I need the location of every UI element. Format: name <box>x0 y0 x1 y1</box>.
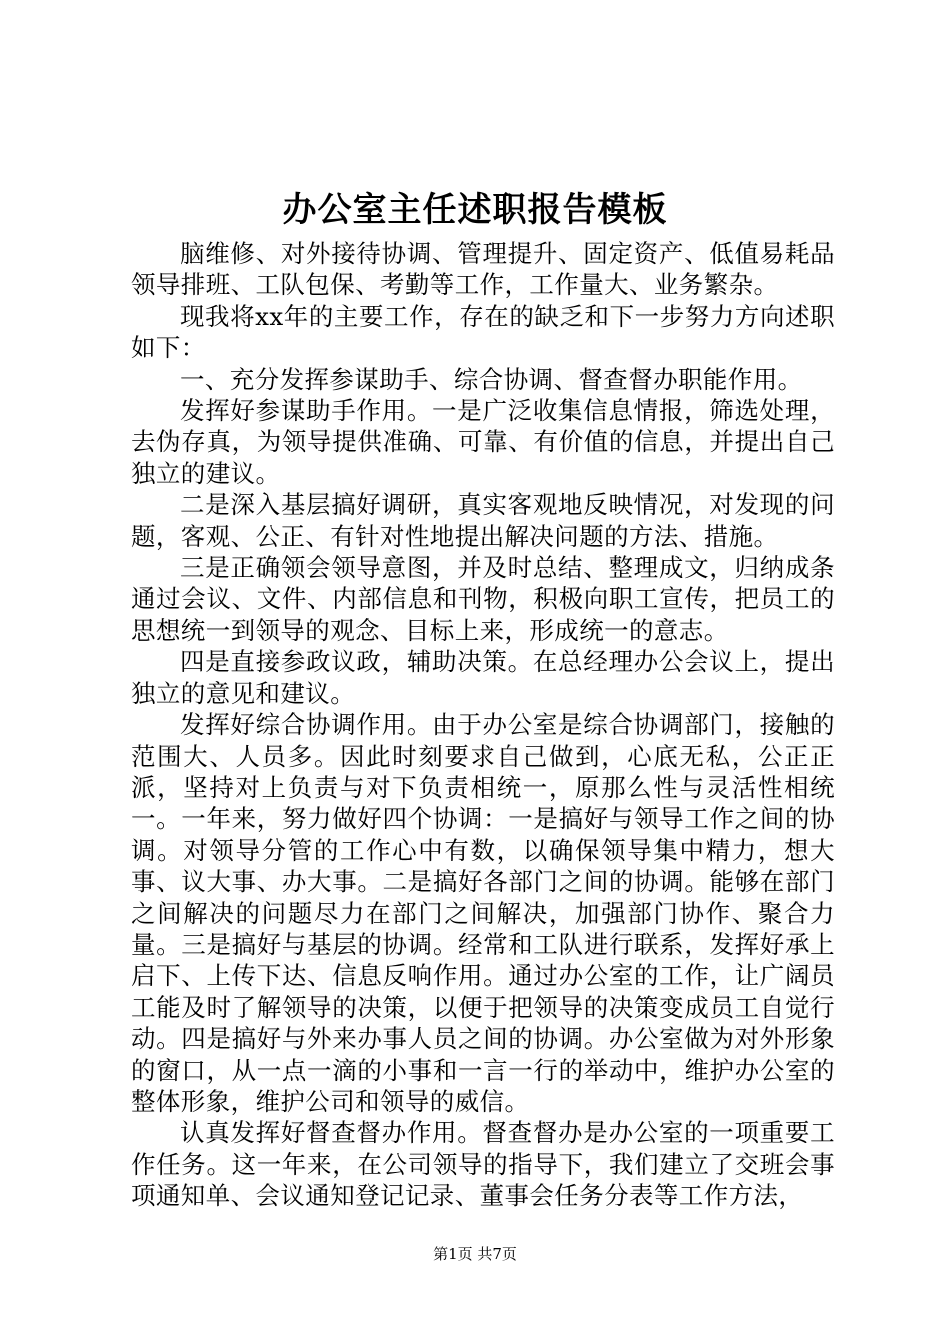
paragraph: 二是深入基层搞好调研，真实客观地反映情况，对发现的问题，客观、公正、有针对性地提出解决问题的方法、措施。 <box>131 490 835 551</box>
paragraph: 脑维修、对外接待协调、管理提升、固定资产、低值易耗品领导排班、工队包保、考勤等工作，工作量大、业务繁杂。 <box>131 239 835 300</box>
paragraph: 三是正确领会领导意图，并及时总结、整理成文，归纳成条通过会议、文件、内部信息和刊物，积极向职工宣传，把员工的思想统一到领导的观念、目标上来，形成统一的意志。 <box>131 553 835 645</box>
paragraph: 认真发挥好督查督办作用。督查督办是办公室的一项重要工作任务。这一年来，在公司领导的指导下，我们建立了交班会事项通知单、会议通知登记记录、董事会任务分表等工作方法， <box>131 1118 835 1211</box>
document-body <box>131 238 835 1212</box>
paragraph: 四是直接参政议政，辅助决策。在总经理办公会议上，提出独立的意见和建议。 <box>131 647 835 708</box>
paragraph: 现我将xx年的主要工作，存在的缺乏和下一步努力方向述职如下： <box>131 301 835 363</box>
paragraph: 发挥好综合协调作用。由于办公室是综合协调部门，接触的范围大、人员多。因此时刻要求自己做到，心底无私，公正正派，坚持对上负责与对下负责相统一，原那么性与灵活性相统一。一年来，努力做好四个协调：一是搞好与领导工作之间的协调。对领导分管的工作心中有数，以确保领导集中精力，想大事、议大事、办大事。二是搞好各部门之间的协调。能够在部门之间解决的问题尽力在部门之间解决，加强部门协作、聚合力量。三是搞好与基层的协调。经常和工队进行联系，发挥好承上启下、上传下达、信息反响作用。通过办公室的工作，让广阔员工能及时了解领导的决策，以便于把领导的决策变成员工自觉行动。四是搞好与外来办事人员之间的协调。办公室做为对外形象的窗口，从一点一滴的小事和一言一行的举动中，维护办公室的整体形象，维护公司和领导的威信。 <box>131 710 835 1116</box>
paragraph: 发挥好参谋助手作用。一是广泛收集信息情报，筛选处理，去伪存真，为领导提供准确、可靠、有价值的信息，并提出自己独立的建议。 <box>131 396 835 488</box>
document-title: 办公室主任述职报告模板 <box>282 190 668 230</box>
section-heading: 一、充分发挥参谋助手、综合协调、督查督办职能作用。 <box>180 364 803 394</box>
page-number-footer: 第1页 共7页 <box>433 1245 517 1263</box>
